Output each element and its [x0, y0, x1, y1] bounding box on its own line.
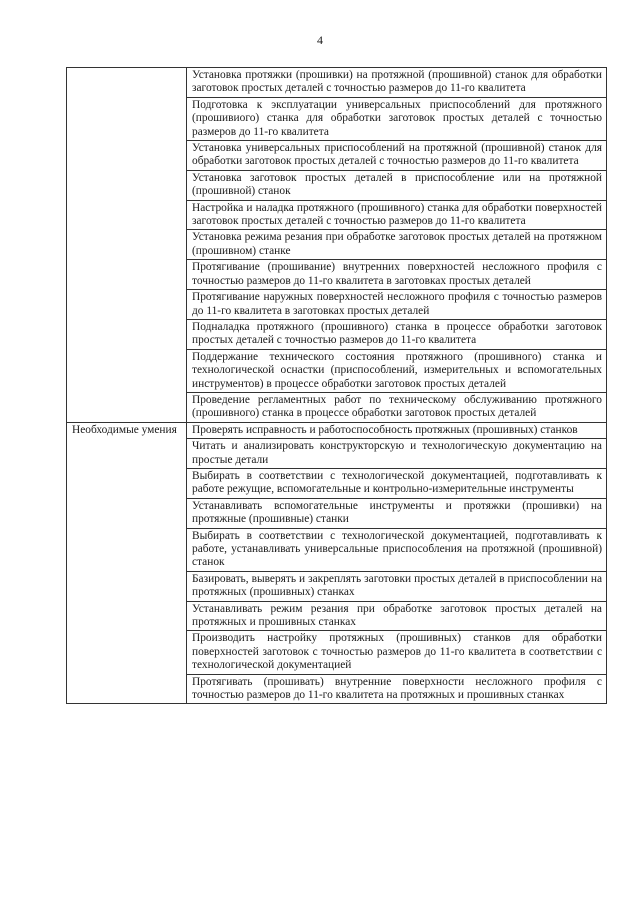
list-item: Производить настройку протяжных (прошивных) станков для обработки поверхностей заготовок с точностью размеров до 11-го квалитета в соответствии с технологической документацией [187, 631, 607, 674]
list-item: Устанавливать вспомогательные инструменты и протяжки (прошивки) на протяжные (прошивные) станки [187, 498, 607, 528]
list-item: Настройка и наладка протяжного (прошивного) станка для обработки поверхностей заготовок простых деталей с точностью размеров до 11-го квалитета [187, 200, 607, 230]
list-item: Устанавливать режим резания при обработке заготовок простых деталей на протяжных и прошивных станках [187, 601, 607, 631]
section-label [67, 422, 187, 704]
section-label [67, 68, 187, 423]
page-number: 4 [317, 33, 323, 47]
list-item: Установка режима резания при обработке заготовок простых деталей на протяжном (прошивном) станке [187, 230, 607, 260]
list-item: Базировать, выверять и закреплять заготовки простых деталей в приспособлении на протяжных (прошивных) станках [187, 571, 607, 601]
list-item: Протягивание (прошивание) внутренних поверхностей несложного профиля с точностью размеров до 11-го квалитета в заготовках простых деталей [187, 260, 607, 290]
list-item: Установка заготовок простых деталей в приспособление или на протяжной (прошивной) станок [187, 170, 607, 200]
table-row [67, 422, 607, 438]
list-item: Проведение регламентных работ по техническому обслуживанию протяжного (прошивного) станка в процессе обработки заготовок простых деталей [187, 392, 607, 422]
list-item: Установка универсальных приспособлений на протяжной (прошивной) станок для обработки заготовок простых деталей с точностью размеров до 11-го квалитета [187, 141, 607, 171]
list-item: Подготовка к эксплуатации универсальных приспособлений для протяжного (прошивиого) станка для обработки заготовок простых деталей с точностью размеров до 11-го квалитета [187, 97, 607, 140]
list-item: Протягивание наружных поверхностей несложного профиля с точностью размеров до 11-го квалитета в заготовках простых деталей [187, 290, 607, 320]
list-item: Протягивать (прошивать) внутренние поверхности несложного профиля с точностью размеров до 11-го квалитета на протяжных и прошивных станках [187, 674, 607, 704]
table-row [67, 68, 607, 98]
list-item: Читать и анализировать конструкторскую и технологическую документацию на простые детали [187, 439, 607, 469]
list-item: Поддержание технического состояния протяжного (прошивного) станка и технологической оснастки (приспособлений, измерительных и вспомогательных инструментов) в процессе обработки заготовок простых деталей [187, 349, 607, 392]
requirements-table [66, 67, 607, 704]
list-item: Выбирать в соответствии с технологической документацией, подготавливать к работе, устанавливать универсальные приспособления на протяжной (прошивной) станок [187, 528, 607, 571]
list-item: Подналадка протяжного (прошивного) станка в процессе обработки заготовок простых деталей с точностью размеров до 11-го квалитета [187, 319, 607, 349]
section-label-text: Необходимые умения [72, 423, 177, 436]
list-item: Выбирать в соответствии с технологической документацией, подготавливать к работе режущие, вспомогательные и контрольно-измерительные инструменты [187, 468, 607, 498]
list-item: Установка протяжки (прошивки) на протяжной (прошивной) станок для обработки заготовок простых деталей с точностью размеров до 11-го квалитета [187, 68, 607, 98]
list-item: Проверять исправность и работоспособность протяжных (прошивных) станков [187, 422, 607, 438]
